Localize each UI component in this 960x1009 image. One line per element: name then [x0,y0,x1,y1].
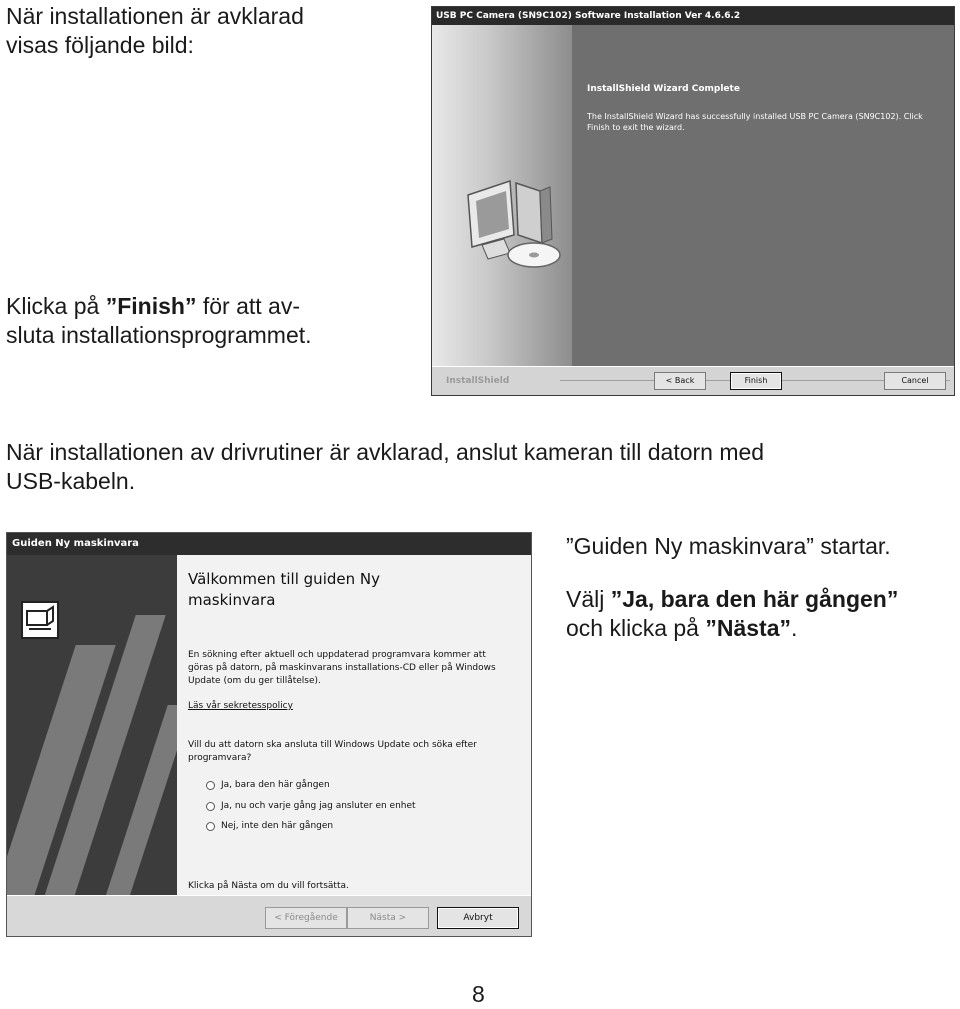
finish-bold: ”Finish” [105,293,197,319]
radio-button[interactable] [206,781,215,790]
installshield-heading: InstallShield Wizard Complete [587,84,740,94]
intro-text [6,2,304,60]
installshield-title: USB PC Camera (SN9C102) Software Installation Ver 4.6.6.2 [432,7,954,25]
wizard-caption-line-2 [566,585,898,614]
new-hardware-button-bar [7,895,531,936]
finish-instruction-line-1 [6,292,312,321]
finish-instruction-line-2: sluta installationsprogrammet. [6,322,312,348]
option-label: Nej, inte den här gången [221,821,334,831]
update-question: Vill du att datorn ska ansluta till Windows Update och söka efter programvara? [188,740,477,763]
computer-cd-icon [454,173,566,273]
installshield-screenshot [431,6,955,396]
driver-line-2: USB-kabeln. [6,468,136,494]
hardware-wizard-icon [21,601,59,639]
next-button[interactable]: Nästa > [347,907,429,929]
radio-button[interactable] [206,822,215,831]
intro-line-2: visas följande bild: [6,32,194,58]
wizard-caption-line-1: ”Guiden Ny maskinvara” startar. [566,533,891,559]
wizard-caption [566,532,898,643]
option-yes-once[interactable] [206,780,330,790]
welcome-heading: Välkommen till guiden Ny maskinvara [188,570,380,609]
radio-button[interactable] [206,802,215,811]
back-button[interactable]: < Back [654,372,706,390]
driver-line-1: När installationen av drivrutiner är avklarad, anslut kameran till datorn med [6,439,765,465]
caption-next: ”Nästa” [705,615,792,641]
caption-choice: ”Ja, bara den här gången” [610,586,899,612]
page-number: 8 [472,981,485,1007]
driver-instruction [6,438,764,496]
option-no[interactable] [206,821,333,831]
option-yes-always[interactable] [206,801,416,811]
new-hardware-title: Guiden Ny maskinvara [7,533,531,555]
continue-text: Klicka på Nästa om du vill fortsätta. [188,881,349,891]
search-paragraph: En sökning efter aktuell och uppdaterad programvara kommer att göras på datorn, på maskinvarans installations-CD eller på Windows Update (om du ger tillåtelse). [188,650,496,686]
installshield-button-bar [432,366,954,395]
finish-suffix: för att av- [196,293,300,319]
installshield-brand: InstallShield [446,376,510,386]
cancel-button[interactable]: Avbryt [437,907,519,929]
option-label: Ja, nu och varje gång jag ansluter en enhet [221,801,416,811]
caption-period: . [791,615,798,641]
finish-prefix: Klicka på [6,293,106,319]
finish-button[interactable]: Finish [730,372,782,390]
finish-instruction [6,292,312,350]
wizard-caption-line-3 [566,614,898,643]
caption-choose: Välj [566,586,611,612]
option-label: Ja, bara den här gången [221,780,330,790]
new-hardware-left-panel [7,555,177,897]
installshield-left-panel [432,25,572,369]
cancel-button[interactable]: Cancel [884,372,946,390]
intro-line-1: När installationen är avklarad [6,3,304,29]
caption-click: och klicka på [566,615,706,641]
previous-button[interactable]: < Föregående [265,907,347,929]
installshield-message: The InstallShield Wizard has successfully installed USB PC Camera (SN9C102). Click Finish to exit the wizard. [587,112,923,132]
privacy-link[interactable]: Läs vår sekretesspolicy [188,701,293,711]
new-hardware-screenshot [6,532,532,937]
